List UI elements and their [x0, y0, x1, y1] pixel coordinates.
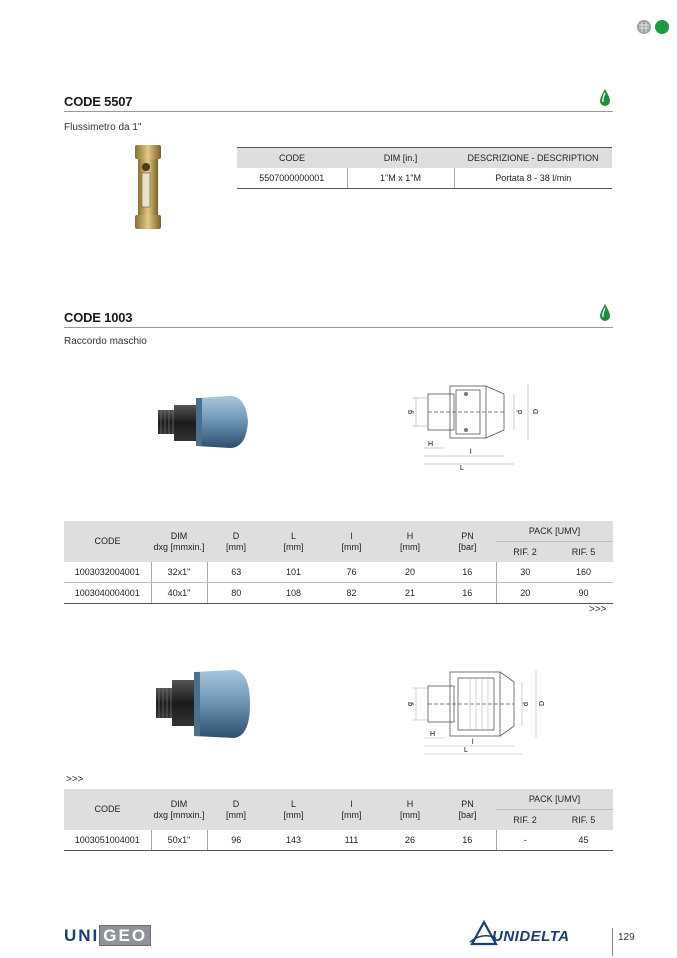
col-header-dim: DIM dxg [mmxin.] — [151, 521, 207, 562]
cell-D: 96 — [207, 830, 265, 851]
table-row — [64, 830, 613, 851]
dim-label-d: d — [517, 410, 524, 414]
dim-label-g: g — [407, 702, 414, 706]
logo-text-uni: UNI — [64, 926, 100, 945]
page-number: 129 — [618, 932, 635, 943]
section-divider — [64, 111, 613, 112]
table-row — [64, 562, 613, 583]
cell-D: 80 — [207, 583, 265, 604]
flow-meter-image — [130, 143, 166, 231]
dim-label-D: D — [539, 700, 546, 706]
cell-l: 111 — [322, 830, 381, 851]
unidelta-logo — [468, 918, 604, 948]
col-header-description: DESCRIZIONE - DESCRIPTION — [454, 148, 612, 169]
table-row — [64, 583, 613, 604]
unigeo-logo — [64, 926, 151, 946]
col-header-pack: PACK [UMV] — [496, 789, 613, 810]
dim-label-L: L — [460, 465, 464, 471]
dim-label-H: H — [428, 441, 434, 448]
dim-label-D: D — [533, 408, 540, 414]
cell-dim: 32x1" — [151, 562, 207, 583]
col-header-H: H [mm] — [381, 521, 439, 562]
col-header-dim: DIM dxg [mmxin.] — [151, 789, 207, 830]
cell-code: 1003032004001 — [64, 562, 151, 583]
col-header-rif5: RIF. 5 — [554, 810, 613, 831]
section-title-1003: CODE 1003 — [64, 310, 133, 325]
cell-rif2: 30 — [496, 562, 554, 583]
col-header-rif5: RIF. 5 — [554, 542, 613, 563]
cell-code: 1003040004001 — [64, 583, 151, 604]
col-header-D: D [mm] — [207, 521, 265, 562]
cell-L: 101 — [265, 562, 322, 583]
cell-dim: 40x1" — [151, 583, 207, 604]
dim-label-l: l — [472, 739, 474, 746]
cell-rif5: 160 — [554, 562, 613, 583]
cell-PN: 16 — [439, 562, 496, 583]
col-header-l: l [mm] — [322, 521, 381, 562]
col-header-PN: PN [bar] — [439, 789, 496, 830]
dim-label-H: H — [430, 731, 436, 738]
cell-rif2: 20 — [496, 583, 554, 604]
cell-l: 76 — [322, 562, 381, 583]
col-header-code: CODE — [64, 521, 151, 562]
continue-marker: >>> — [66, 774, 84, 785]
male-fitting-image — [156, 390, 250, 454]
cell-PN: 16 — [439, 583, 496, 604]
col-header-H: H [mm] — [381, 789, 439, 830]
spec-table-1003-a — [64, 521, 613, 604]
cell-rif5: 45 — [554, 830, 613, 851]
cell-description: Portata 8 - 38 l/min — [454, 168, 612, 189]
leaf-drop-icon — [598, 303, 612, 321]
dim-label-l: l — [470, 449, 472, 456]
col-header-D: D [mm] — [207, 789, 265, 830]
cell-rif2: - — [496, 830, 554, 851]
col-header-code: CODE — [237, 148, 347, 169]
cell-code: 1003051004001 — [64, 830, 151, 851]
dim-label-d: d — [523, 702, 530, 706]
male-fitting-image — [154, 668, 252, 740]
col-header-L: L [mm] — [265, 521, 322, 562]
section-divider — [64, 327, 613, 328]
cell-dim: 50x1" — [151, 830, 207, 851]
cell-code: 5507000000001 — [237, 168, 347, 189]
technical-drawing-1003 — [404, 664, 554, 760]
col-header-l: l [mm] — [322, 789, 381, 830]
col-header-code: CODE — [64, 789, 151, 830]
cell-H: 20 — [381, 562, 439, 583]
page-number-divider — [612, 928, 613, 956]
cell-l: 82 — [322, 583, 381, 604]
col-header-rif2: RIF. 2 — [496, 542, 554, 563]
table-row — [237, 168, 612, 189]
col-header-rif2: RIF. 2 — [496, 810, 554, 831]
col-header-PN: PN [bar] — [439, 521, 496, 562]
cell-dim: 1"M x 1"M — [347, 168, 454, 189]
cell-D: 63 — [207, 562, 265, 583]
spec-table-1003-b — [64, 789, 613, 851]
col-header-pack: PACK [UMV] — [496, 521, 613, 542]
continue-marker: >>> — [589, 604, 607, 615]
logo-text-geo: GEO — [99, 925, 151, 946]
cell-H: 26 — [381, 830, 439, 851]
section-title-5507: CODE 5507 — [64, 94, 133, 109]
spec-table-5507 — [237, 147, 612, 189]
leaf-drop-icon — [598, 88, 612, 106]
cell-PN: 16 — [439, 830, 496, 851]
page-dots-icon — [636, 19, 670, 35]
cell-H: 21 — [381, 583, 439, 604]
technical-drawing-1003 — [404, 376, 554, 471]
cell-L: 108 — [265, 583, 322, 604]
section-subtitle: Raccordo maschio — [64, 336, 147, 347]
dim-label-g: g — [407, 410, 414, 414]
col-header-L: L [mm] — [265, 789, 322, 830]
dim-label-L: L — [464, 747, 468, 754]
cell-rif5: 90 — [554, 583, 613, 604]
logo-text-unidelta: UNIDELTA — [492, 928, 570, 945]
section-subtitle: Flussimetro da 1" — [64, 122, 142, 133]
col-header-dim: DIM [in.] — [347, 148, 454, 169]
cell-L: 143 — [265, 830, 322, 851]
